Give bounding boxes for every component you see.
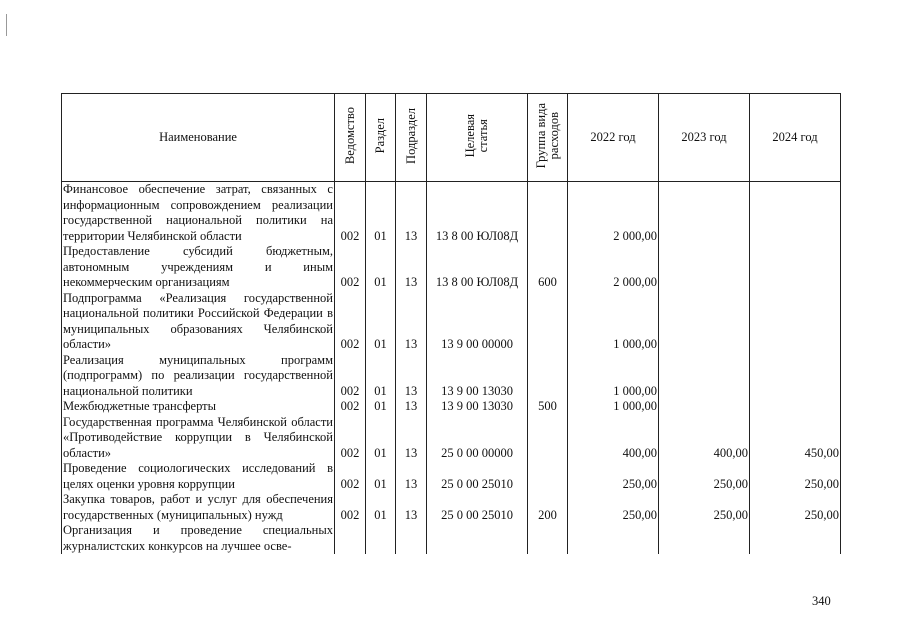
header-dept: Ведомство [335, 94, 366, 182]
row-2023 [659, 182, 750, 245]
row-group [528, 461, 568, 492]
row-2022: 250,00 [568, 461, 659, 492]
row-subsection: 13 [396, 182, 427, 245]
row-2023: 250,00 [659, 461, 750, 492]
row-2024 [750, 291, 841, 353]
row-2022: 2 000,00 [568, 244, 659, 291]
row-2024 [750, 523, 841, 554]
row-dept: 002 [335, 415, 366, 462]
table-row [62, 461, 841, 492]
row-section: 01 [366, 415, 396, 462]
row-target: 13 9 00 13030 [427, 353, 528, 400]
row-subsection: 13 [396, 492, 427, 523]
row-group [528, 523, 568, 554]
row-section: 01 [366, 492, 396, 523]
header-section: Раздел [366, 94, 396, 182]
row-group [528, 291, 568, 353]
row-section: 01 [366, 461, 396, 492]
row-dept: 002 [335, 353, 366, 400]
row-subsection [396, 523, 427, 554]
row-2022: 250,00 [568, 492, 659, 523]
header-target: Целевая статья [427, 94, 528, 182]
row-name: Организация и проведение специальных журналистских конкурсов на лучшее осве- [63, 523, 333, 553]
row-group [528, 415, 568, 462]
row-target: 13 9 00 00000 [427, 291, 528, 353]
row-target: 13 8 00 ЮЛ08Д [427, 244, 528, 291]
row-target [427, 523, 528, 554]
row-2022: 2 000,00 [568, 182, 659, 245]
row-2024: 250,00 [750, 461, 841, 492]
row-name: Государственная программа Челябинской области «Противодействие коррупции в Челябинской области» [63, 414, 333, 460]
row-section: 01 [366, 182, 396, 245]
row-subsection: 13 [396, 399, 427, 415]
row-group: 200 [528, 492, 568, 523]
row-2024 [750, 182, 841, 245]
header-2023: 2023 год [659, 94, 750, 182]
row-name: Проведение социологических исследований в целях оценки уровня коррупции [63, 461, 333, 491]
row-name: Подпрограмма «Реализация государственной национальной политики Российской Федерации в муниципальных образованиях Челябинской области» [63, 290, 333, 351]
row-2022: 1 000,00 [568, 353, 659, 400]
row-dept: 002 [335, 492, 366, 523]
row-2024: 250,00 [750, 492, 841, 523]
page-number: 340 [812, 594, 831, 608]
table-row [62, 244, 841, 291]
row-dept [335, 523, 366, 554]
row-group: 600 [528, 244, 568, 291]
row-target: 25 0 00 25010 [427, 461, 528, 492]
header-row [62, 94, 841, 182]
row-subsection: 13 [396, 415, 427, 462]
row-dept: 002 [335, 182, 366, 245]
row-name: Реализация муниципальных программ (подпрограмм) по реализации государственной национальной политики [63, 352, 333, 398]
header-2022: 2022 год [568, 94, 659, 182]
row-2023 [659, 523, 750, 554]
row-2023 [659, 399, 750, 415]
row-2023 [659, 353, 750, 400]
header-name: Наименование [62, 94, 335, 182]
row-subsection: 13 [396, 461, 427, 492]
row-target: 13 9 00 13030 [427, 399, 528, 415]
row-name: Предоставление субсидий бюджетным, автономным учреждениям и иным некоммерческим организациям [63, 244, 333, 289]
row-dept: 002 [335, 461, 366, 492]
row-group [528, 182, 568, 245]
row-section [366, 523, 396, 554]
row-2023 [659, 291, 750, 353]
budget-table [61, 93, 841, 554]
row-name: Финансовое обеспечение затрат, связанных с информационным сопровождением реализации государственной национальной политики на территории Челябинской области [63, 182, 333, 243]
row-section: 01 [366, 244, 396, 291]
row-dept: 002 [335, 399, 366, 415]
row-dept: 002 [335, 291, 366, 353]
row-group: 500 [528, 399, 568, 415]
row-subsection: 13 [396, 353, 427, 400]
row-target: 25 0 00 25010 [427, 492, 528, 523]
table-row [62, 399, 841, 415]
row-2022: 400,00 [568, 415, 659, 462]
table-row [62, 291, 841, 353]
row-2023: 400,00 [659, 415, 750, 462]
header-subsection: Подраздел [396, 94, 427, 182]
header-exp-group: Группа вида расходов [528, 94, 568, 182]
row-2022: 1 000,00 [568, 399, 659, 415]
row-2024: 450,00 [750, 415, 841, 462]
table-row [62, 353, 841, 400]
row-name: Закупка товаров, работ и услуг для обеспечения государственных (муниципальных) нужд [63, 492, 333, 522]
row-subsection: 13 [396, 244, 427, 291]
row-2024 [750, 353, 841, 400]
table-row [62, 182, 841, 245]
row-section: 01 [366, 399, 396, 415]
table-row [62, 523, 841, 554]
table-row [62, 492, 841, 523]
row-2022: 1 000,00 [568, 291, 659, 353]
row-target: 13 8 00 ЮЛ08Д [427, 182, 528, 245]
row-2024 [750, 244, 841, 291]
table-row [62, 415, 841, 462]
row-name: Межбюджетные трансферты [62, 399, 335, 415]
row-dept: 002 [335, 244, 366, 291]
row-2022 [568, 523, 659, 554]
row-2024 [750, 399, 841, 415]
row-2023: 250,00 [659, 492, 750, 523]
row-section: 01 [366, 353, 396, 400]
header-2024: 2024 год [750, 94, 841, 182]
row-2023 [659, 244, 750, 291]
row-target: 25 0 00 00000 [427, 415, 528, 462]
row-subsection: 13 [396, 291, 427, 353]
row-group [528, 353, 568, 400]
row-section: 01 [366, 291, 396, 353]
scan-edge-mark [6, 14, 7, 36]
